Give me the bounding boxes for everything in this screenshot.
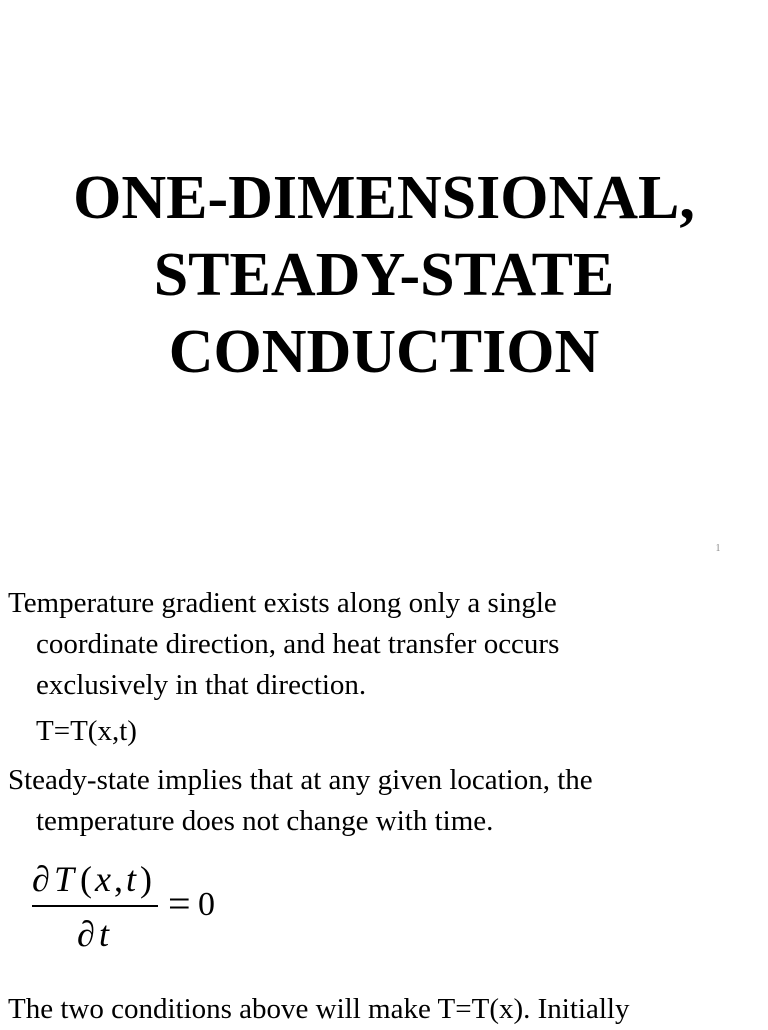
numerator-comma: , — [114, 859, 123, 899]
slide-title — [0, 160, 768, 391]
numerator-close-paren: ) — [140, 859, 152, 899]
paragraph-2-line-2: temperature does not change with time. — [36, 805, 494, 837]
numerator-T: T — [54, 859, 75, 899]
formula-temperature-function: T=T(x,t) — [36, 715, 137, 747]
page-number: 1 — [715, 543, 721, 554]
denominator-partial: ∂ — [77, 914, 95, 954]
partial-derivative-equation — [30, 857, 230, 957]
denominator-t: t — [99, 914, 110, 954]
equation-svg — [30, 857, 230, 957]
paragraph-1-line-1: Temperature gradient exists along only a single — [8, 587, 557, 619]
numerator-partial: ∂ — [32, 859, 50, 899]
numerator-t: t — [126, 859, 137, 899]
title-line-2: STEADY-STATE — [153, 241, 615, 309]
paragraph-temperature-gradient — [8, 583, 559, 706]
equals-sign: = — [168, 881, 191, 926]
title-line-1: ONE-DIMENSIONAL, — [73, 164, 695, 232]
paragraph-1-line-2: coordinate direction, and heat transfer occurs — [36, 628, 560, 660]
paragraph-steady-state — [8, 760, 593, 842]
title-line-3: CONDUCTION — [168, 318, 600, 386]
content-slide — [0, 580, 768, 1024]
equation-rhs: 0 — [198, 886, 215, 923]
paragraph-two-conditions: The two conditions above will make T=T(x). Initially — [8, 993, 630, 1025]
numerator-x: x — [95, 859, 111, 899]
paragraph-1-line-3: exclusively in that direction. — [36, 669, 367, 701]
paragraph-2-line-1: Steady-state implies that at any given location, the — [8, 764, 593, 796]
numerator-open-paren: ( — [80, 859, 92, 899]
